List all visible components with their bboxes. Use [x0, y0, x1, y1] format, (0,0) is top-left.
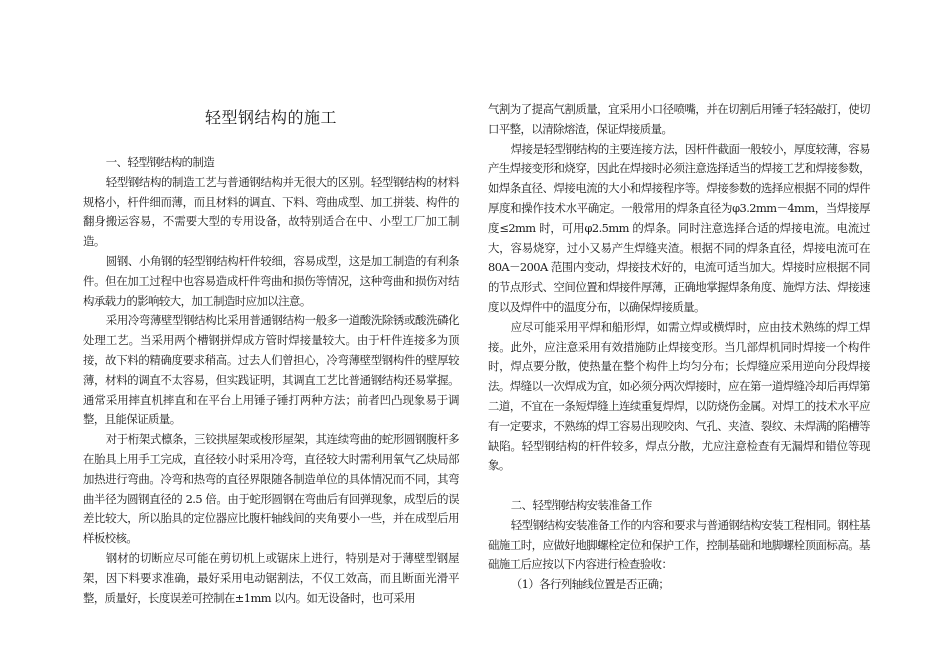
paragraph: 焊接是轻型钢结构的主要连接方法，因杆件截面一般较小，厚度较薄，容易产生焊接变形和烧穿，因此在焊接时必须注意选择适当的焊接工艺和焊接参数，如焊条直径、焊接电流的大小和焊接程序等。焊接参数的选择应根据不同的焊件厚度和操作技术水平确定。一般常用的焊条直径为φ3.2mm－4mm，当焊接厚度≤2mm 时，可用φ2.5mm 的焊条。同时注意选择合适的焊接电流。电流过大，容易烧穿，过小又易产生焊缝夹渣。根据不同的焊条直径，焊接电流可在 80A－200A 范围内变动，焊接技术好的，电流可适当加大。焊接时应根据不同的节点形式、空间位置和焊接件厚薄，正确地掌握焊条角度、施焊方法、焊接速度以及焊件中的温度分布，以确保焊接质量。 [488, 141, 870, 314]
paragraph: 轻型钢结构安装准备工作的内容和要求与普通钢结构安装工程相同。钢柱基础施工时，应做好地脚螺栓定位和保护工作，控制基础和地脚螺栓顶面标高。基础施工后应按以下内容进行检查验收： [488, 517, 870, 572]
left-column-body [83, 153, 459, 608]
list-item: （1）各行列轴线位置是否正确； [510, 577, 670, 592]
section-heading-installation: 二、轻型钢结构安装准备工作 [510, 497, 652, 512]
section-heading-manufacture: 一、轻型钢结构的制造 [105, 155, 215, 169]
paragraph: 圆钢、小角钢的轻型钢结构杆件较细，容易成型，这是加工制造的有利条件。但在加工过程中也容易造成杆件弯曲和损伤等情况，这种弯曲和损伤对结构承载力的影响较大，加工制造时应加以注意。 [83, 253, 459, 308]
spacer [488, 476, 870, 496]
paragraph: 钢材的切断应尽可能在剪切机上或锯床上进行，特别是对于薄壁型钢屋架，因下料要求准确，最好采用电动锯割法，不仅工效高，而且断面光滑平整，质量好，长度误差可控制在±1mm 以内。如无设备时，也可采用 [83, 550, 459, 605]
paragraph: 对于桁架式檩条，三铰拱屋架或梭形屋架，其连续弯曲的蛇形圆钢腹杆多在胎具上用手工完成，直径较小时采用冷弯，直径较大时需利用氧气乙炔局部加热进行弯曲。冷弯和热弯的直径界限随各制造单位的具体情况而不同，其弯曲半径为圆钢直径的 2.5 倍。由于蛇形圆钢在弯曲后有回弹现象，成型后的误差比较大，所以胎具的定位器应比腹杆轴线间的夹角要小一些，并在成型后用样板校核。 [83, 432, 459, 546]
paragraph: 采用冷弯薄壁型钢结构比采用普通钢结构一般多一道酸洗除锈或酸洗磷化处理工艺。当采用两个槽钢拼焊成方管时焊接量较大。由于杆件连接多为顶接，故下料的精确度要求稍高。过去人们曾担心，冷弯薄壁型钢构件的壁厚较薄，材料的调直不太容易，但实践证明，其调直工艺比普通钢结构还易掌握。通常采用摔直机摔直和在平台上用锤子锤打两种方法；前者凹凸现象易于调整，且能保证质量。 [83, 313, 459, 427]
right-column-body [488, 100, 870, 595]
document-title: 轻型钢结构的施工 [204, 108, 337, 127]
paragraph-continued: 气割为了提高气割质量，宜采用小口径喷嘴，并在切割后用锤子轻轻敲打，使切口平整，以清除熔渣，保证焊接质量。 [488, 102, 870, 136]
paragraph: 轻型钢结构的制造工艺与普通钢结构并无很大的区别。轻型钢结构的材料规格小，杆件细而薄，而且材料的调直、下料、弯曲成型、加工拼装、构件的翻身搬运容易，不需要大型的专用设备，故特别适合在中、小型工厂加工制造。 [83, 174, 459, 249]
paragraph: 应尽可能采用平焊和船形焊，如需立焊或横焊时，应由技术熟练的焊工焊接。此外，应注意采用有效措施防止焊接变形。当几部焊机同时焊接一个构件时，焊点要分散，使热量在整个构件上均匀分布；长焊缝应采用逆向分段焊接法。焊缝以一次焊成为宜，如必须分两次焊接时，应在第一道焊缝冷却后再焊第二道，不宜在一条短焊缝上连续重复焊焊，以防烧伤金属。对焊工的技术水平应有一定要求，不熟练的焊工容易出现咬肉、气孔、夹渣、裂纹、未焊满的陷槽等缺陷。轻型钢结构的杆件较多，焊点分散，尤应注意检查有无漏焊和错位等现象。 [488, 319, 870, 473]
